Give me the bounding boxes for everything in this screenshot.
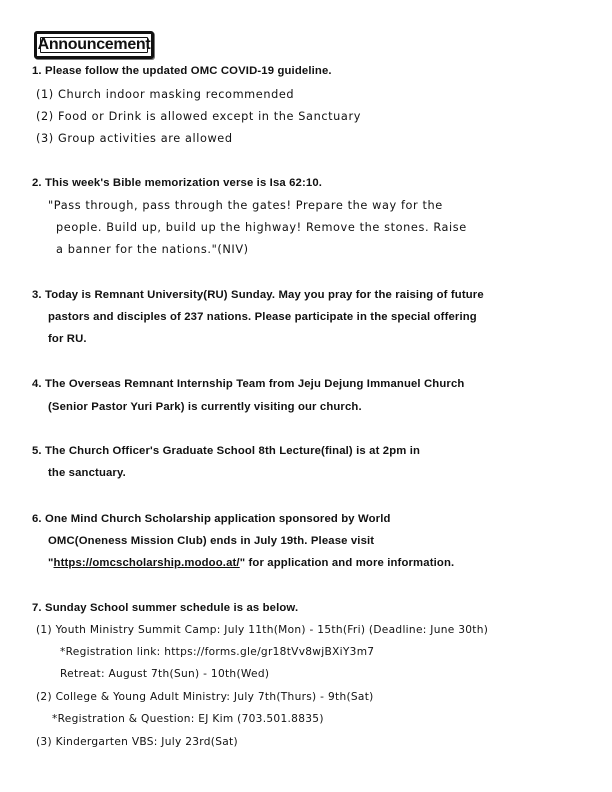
announcement-3-line-1: 3. Today is Remnant University(RU) Sunday. May you pray for the raising of future [32,289,484,301]
announcement-2-verse-line-1: "Pass through, pass through the gates! Prepare the way for the [48,199,443,212]
announcement-6-link-open-quote: " [48,557,54,569]
announcement-7-registration-question: *Registration & Question: EJ Kim (703.501.8835) [52,713,324,725]
scholarship-link[interactable]: https://omcscholarship.modoo.at/ [53,557,240,569]
announcement-1-heading: 1. Please follow the updated OMC COVID-19 guideline. [32,65,332,77]
announcement-2-verse-line-3: a banner for the nations."(NIV) [56,243,249,256]
announcement-title-box [34,31,154,59]
announcement-4-line-2: (Senior Pastor Yuri Park) is currently visiting our church. [48,401,362,413]
announcement-7-registration-link: *Registration link: https://forms.gle/gr18tVv8wjBXiY3m7 [60,646,375,658]
announcement-5-line-1: 5. The Church Officer's Graduate School 8th Lecture(final) is at 2pm in [32,445,421,457]
announcement-2-verse-line-2: people. Build up, build up the highway! Remove the stones. Raise [56,221,467,234]
announcement-title-inner-border [37,36,151,53]
announcement-3-line-3: for RU. [48,333,87,345]
announcement-1-item-2: (2) Food or Drink is allowed except in the Sanctuary [36,110,361,123]
announcement-5-line-2: the sanctuary. [48,467,126,479]
announcement-6-line-2: OMC(Oneness Mission Club) ends in July 19th. Please visit [48,535,375,547]
announcement-7-item-1: (1) Youth Ministry Summit Camp: July 11th(Mon) - 15th(Fri) (Deadline: June 30th) [36,624,489,636]
announcement-2-heading: 2. This week's Bible memorization verse is Isa 62:10. [32,177,323,189]
announcement-1-item-1: (1) Church indoor masking recommended [36,88,295,101]
announcement-6-link-suffix: " for application and more information. [239,557,455,569]
announcement-title: Announcement [37,36,151,53]
announcement-6-link-line [48,558,454,569]
announcement-7-retreat: Retreat: August 7th(Sun) - 10th(Wed) [60,668,270,680]
announcement-6-line-1: 6. One Mind Church Scholarship application sponsored by World [32,513,391,525]
announcement-1-item-3: (3) Group activities are allowed [36,132,233,145]
announcement-7-heading: 7. Sunday School summer schedule is as below. [32,602,299,614]
announcement-7-item-3: (3) Kindergarten VBS: July 23rd(Sat) [36,736,238,748]
announcement-3-line-2: pastors and disciples of 237 nations. Please participate in the special offering [48,311,477,323]
announcement-4-line-1: 4. The Overseas Remnant Internship Team from Jeju Dejung Immanuel Church [32,378,465,390]
announcement-7-item-2: (2) College & Young Adult Ministry: July 7th(Thurs) - 9th(Sat) [36,691,374,703]
